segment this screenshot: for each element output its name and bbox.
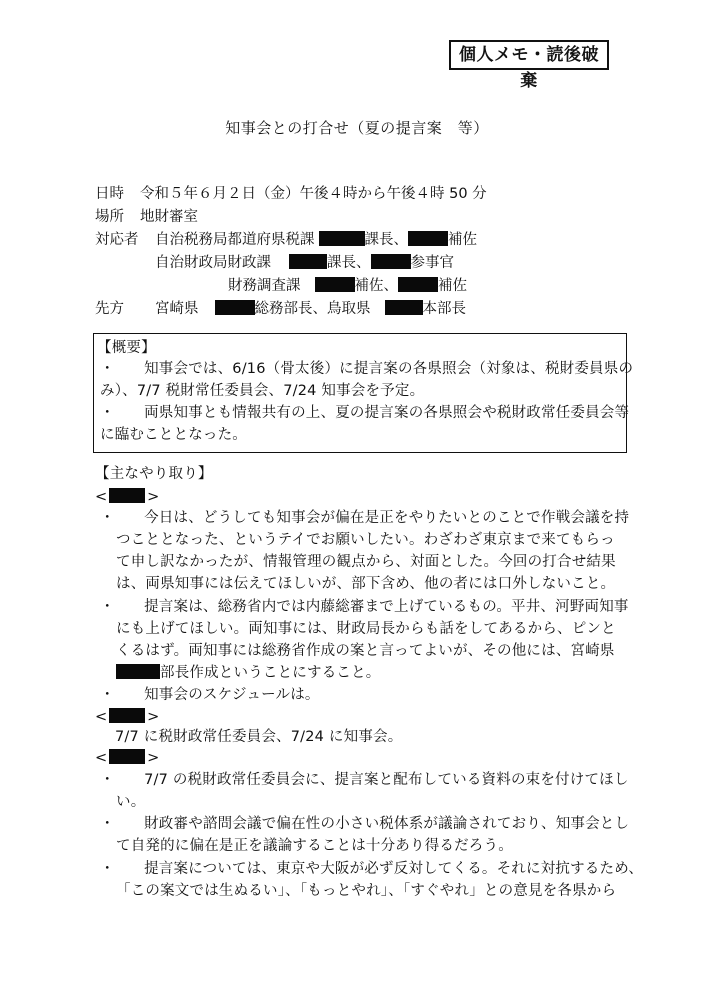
- date-label: 日時: [95, 186, 124, 202]
- exchange-line: ・ 知事会のスケジュールは。: [100, 687, 320, 703]
- redaction: [385, 300, 423, 315]
- responder-3-title-a: 補佐、: [354, 278, 398, 294]
- place-value: 地財審室: [140, 209, 198, 225]
- place-label: 場所: [95, 209, 124, 225]
- exchange-line: ・ 7/7 の税財政常任委員会に、提言案と配布している資料の束を付けてほし: [100, 772, 629, 788]
- exchange-line-text: 部長作成ということにすること。: [160, 665, 381, 681]
- responder-1-title-a: 課長、: [364, 232, 408, 248]
- speaker-tag: [95, 487, 159, 507]
- main-heading: 【主なやり取り】: [95, 466, 213, 482]
- summary-line: に臨むこととなった。: [100, 427, 247, 443]
- speaker-open: <: [95, 489, 108, 505]
- summary-line: ・ 知事会では、6/16（骨太後）に提言案の各県照会（対象は、税財委員県の: [100, 361, 634, 377]
- speaker-tag: [95, 748, 159, 768]
- exchange-line: い。: [116, 794, 146, 810]
- responder-3-title-b: 補佐: [438, 278, 467, 294]
- counterpart-title-1: 総務部長、鳥取県: [254, 301, 371, 317]
- counterpart-title-2: 本部長: [422, 301, 466, 317]
- redaction: [319, 231, 365, 246]
- exchange-line: は、両県知事には伝えてほしいが、部下含め、他の者には口外しないこと。: [116, 576, 616, 592]
- exchange-line: て自発的に偏在是正を議論することは十分あり得るだろう。: [116, 838, 513, 854]
- redaction: [116, 664, 160, 679]
- responder-label: 対応者: [95, 232, 139, 248]
- exchange-line: 7/7 に税財政常任委員会、7/24 に知事会。: [115, 729, 403, 745]
- summary-heading: 【概要】: [97, 340, 156, 356]
- responder-line-1: [155, 230, 477, 250]
- responder-1-title-b: 補佐: [448, 232, 477, 248]
- exchange-line: [116, 663, 381, 683]
- redaction: [398, 277, 438, 292]
- redaction: [109, 488, 145, 503]
- speaker-close: >: [147, 750, 160, 766]
- responder-3-dept: 財務調査課: [228, 278, 301, 294]
- exchange-line: ・ 提言案は、総務省内では内藤総審まで上げているもの。平井、河野両知事: [100, 599, 629, 615]
- counterpart-label: 先方: [95, 301, 124, 317]
- exchange-line: ・ 今日は、どうしても知事会が偏在是正をやりたいとのことで作戦会議を持: [100, 510, 630, 526]
- speaker-tag: [95, 707, 159, 727]
- redaction: [215, 300, 255, 315]
- confidential-stamp: 個人メモ・読後破棄: [449, 40, 609, 70]
- exchange-line: ・ 提言案については、東京や大阪が必ず反対してくる。それに対抗するため、: [100, 861, 644, 877]
- exchange-line: くるはず。両知事には総務省作成の案と言ってよいが、その他には、宮崎県: [116, 643, 615, 659]
- responder-line-3: [228, 276, 467, 296]
- exchange-line: にも上げてほしい。両知事には、財政局長からも話をしてあるから、ピンと: [116, 621, 616, 637]
- exchange-line: て申し訳なかったが、情報管理の観点から、対面とした。今回の打合せ結果: [116, 554, 616, 570]
- summary-line: み）、7/7 税財常任委員会、7/24 知事会を予定。: [100, 383, 425, 399]
- responder-1-dept: 自治税務局都道府県税課: [155, 232, 315, 248]
- redaction: [109, 708, 145, 723]
- date-value: 令和５年６月２日（金）午後４時から午後４時 50 分: [140, 186, 487, 202]
- speaker-close: >: [147, 709, 160, 725]
- summary-line: ・ 両県知事とも情報共有の上、夏の提言案の各県照会や税財政常任委員会等: [100, 405, 630, 421]
- counterpart-line: [155, 299, 466, 319]
- redaction: [109, 749, 145, 764]
- exchange-line: つこととなった、というテイでお願いしたい。わざわざ東京まで来てもらっ: [116, 532, 615, 548]
- redaction: [408, 231, 448, 246]
- responder-2-title-b: 参事官: [410, 255, 454, 271]
- counterpart-pref-1: 宮崎県: [155, 301, 199, 317]
- responder-line-2: [155, 253, 454, 273]
- redaction: [371, 254, 411, 269]
- speaker-open: <: [95, 750, 108, 766]
- exchange-line: ・ 財政審や諮問会議で偏在性の小さい税体系が議論されており、知事会とし: [100, 816, 630, 832]
- exchange-line: 「この案文では生ぬるい」、「もっとやれ」、「すぐやれ」との意見を各県から: [116, 883, 617, 899]
- responder-2-title-a: 課長、: [327, 255, 371, 271]
- responder-2-dept: 自治財政局財政課: [155, 255, 271, 271]
- redaction: [315, 277, 355, 292]
- speaker-close: >: [147, 489, 160, 505]
- document-title: 知事会との打合せ（夏の提言案 等）: [225, 119, 489, 137]
- speaker-open: <: [95, 709, 108, 725]
- redaction: [289, 254, 327, 269]
